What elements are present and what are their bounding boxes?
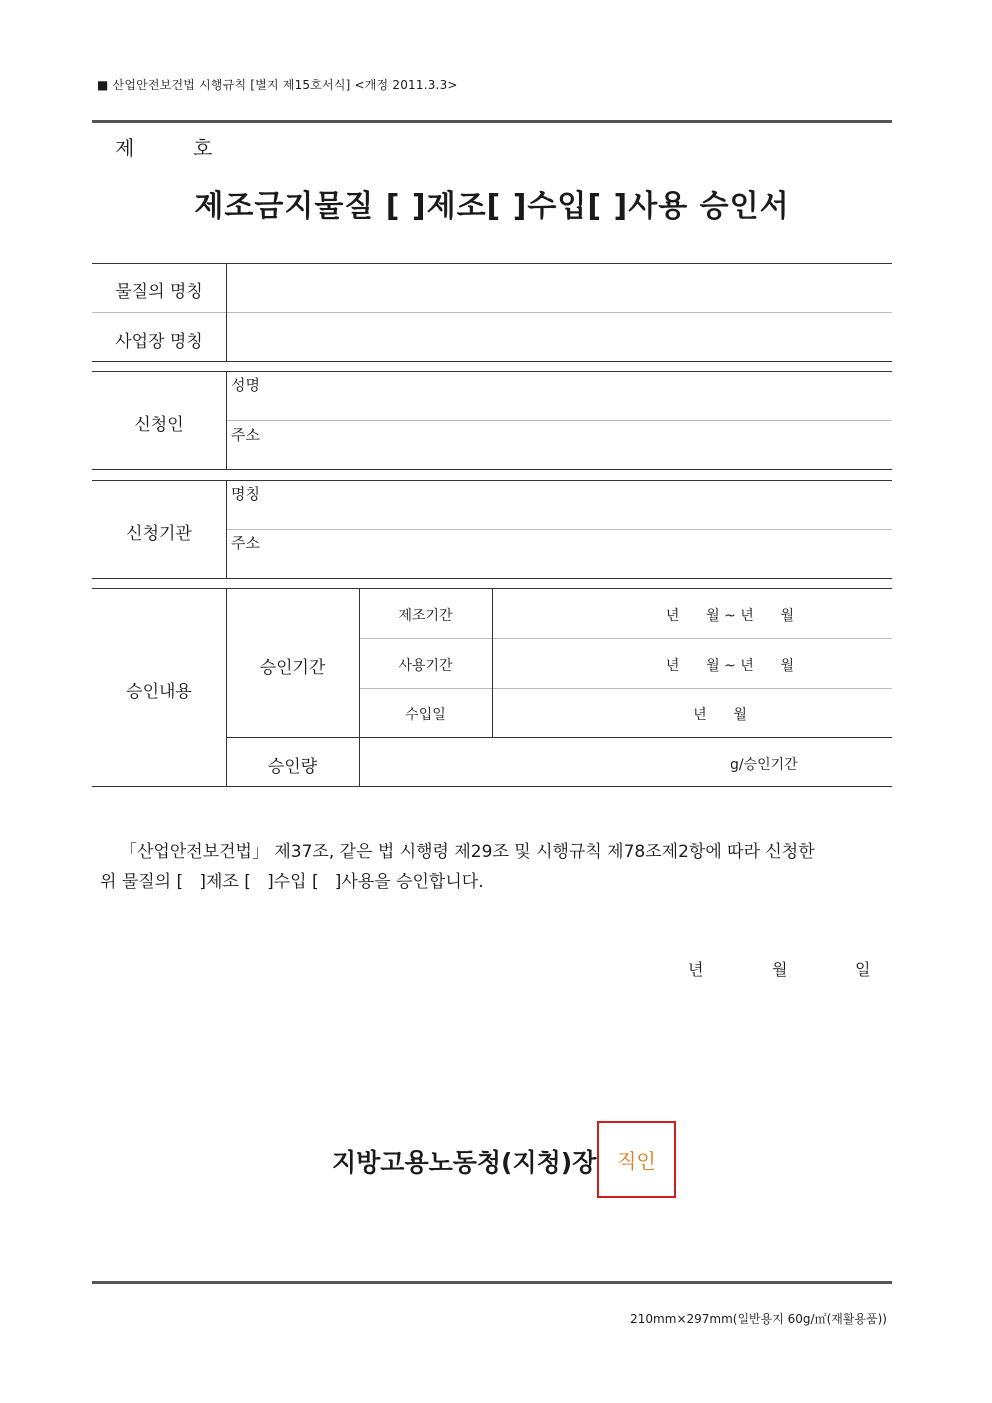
import-date-label: 수입일 (405, 707, 446, 723)
approval-amount-label: 승인량 (267, 757, 318, 777)
institution-label: 신청기관 (126, 524, 192, 544)
import-year-month: 년 월 (693, 707, 747, 723)
applicant-name-label: 성명 (231, 376, 260, 394)
seal-text: 직인 (617, 1149, 656, 1173)
date-month: 월 (772, 960, 788, 979)
table-vline (492, 588, 493, 738)
table-divider (227, 420, 892, 421)
table-vline (226, 263, 227, 362)
page-title: 제조금지물질 [ ]제조[ ]수입[ ]사용 승인서 (194, 189, 790, 224)
table-vline (226, 480, 227, 579)
table-border (92, 263, 892, 264)
table-divider (359, 688, 892, 689)
form-reference-note: ■ 산업안전보건법 시행규칙 [별지 제15호서식] <개정 2011.3.3> (97, 78, 458, 92)
doc-no-je: 제 (115, 136, 135, 160)
applicant-address-label: 주소 (231, 426, 260, 444)
approval-content-label: 승인내용 (126, 682, 192, 702)
table-border (92, 361, 892, 362)
top-rule (92, 120, 892, 123)
use-period-label: 사용기간 (398, 658, 453, 674)
approval-period-label: 승인기간 (259, 658, 326, 678)
manufacture-period-label: 제조기간 (398, 608, 453, 624)
institution-address-label: 주소 (231, 534, 260, 552)
table-divider (92, 312, 892, 313)
statement-line-2: 위 물질의 [ ]제조 [ ]수입 [ ]사용을 승인합니다. (100, 872, 484, 892)
table-divider (359, 638, 892, 639)
applicant-label: 신청인 (134, 415, 184, 435)
table-divider (227, 737, 892, 738)
table-border (92, 786, 892, 787)
official-seal (597, 1121, 676, 1198)
institution-name-label: 명칭 (231, 485, 260, 503)
date-year: 년 (688, 960, 704, 979)
paper-spec-note: 210mm×297mm(일반용지 60g/㎡(재활용품)) (630, 1312, 887, 1326)
bottom-rule (92, 1281, 892, 1284)
table-border (92, 371, 892, 372)
workplace-name-label: 사업장 명칭 (115, 332, 203, 352)
manufacture-period-range: 년 월 ~ 년 월 (665, 608, 795, 624)
table-border (92, 480, 892, 481)
date-day: 일 (855, 960, 871, 979)
issuing-authority: 지방고용노동청(지청)장 (332, 1148, 597, 1177)
approval-amount-unit: g/승인기간 (730, 757, 798, 773)
table-vline (226, 371, 227, 470)
document-number (115, 132, 212, 161)
statement-line-1: 「산업안전보건법」 제37조, 같은 법 시행령 제29조 및 시행규칙 제78조제2항에 따라 신청한 (120, 842, 815, 862)
table-border (92, 578, 892, 579)
doc-no-ho: 호 (193, 136, 213, 160)
table-border (92, 469, 892, 470)
substance-name-label: 물질의 명칭 (115, 282, 203, 302)
use-period-range: 년 월 ~ 년 월 (665, 658, 795, 674)
table-divider (227, 529, 892, 530)
